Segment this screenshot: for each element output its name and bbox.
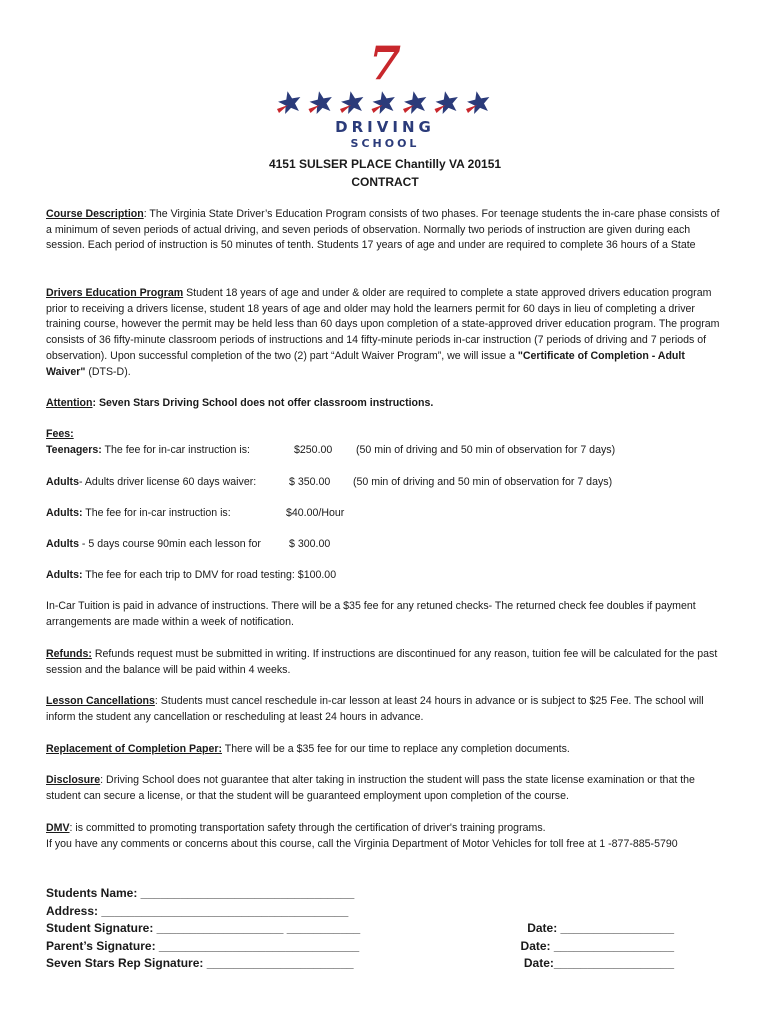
fee-price: $ 350.00 [289,476,331,488]
replacement-section [46,742,726,758]
fee-desc: Teenagers: The fee for in-car instruction is: [46,444,250,456]
disclosure-text: : Driving School does not guarantee that alter taking in instruction the student will pass the state license examination or that the student can secure a license, or that the student will be guaranteed employment upon completion of the course. [46,774,695,802]
rep-signature-field[interactable]: Seven Stars Rep Signature: ______________________ [46,956,354,970]
drivers-education-program [46,286,726,380]
replacement-label: Replacement of Completion Paper: [46,743,223,755]
dmv-text: : is committed to promoting transportation safety through the certification of driver's training programs. [69,822,546,834]
refunds-text: Refunds request must be submitted in writing. If instructions are discontinued for any reason, tuition fee will be calculated for the past session and the balance will be paid within 4 weeks. [46,648,718,676]
student-date-field[interactable]: Date: _________________ [527,921,674,935]
fee-row-adults-course [46,537,726,553]
drivers-education-text: Student 18 years of age and under & older are required to complete a state approved drivers education program prior to receiving a drivers license, student 18 years of age and older may hold the learners permit for 60 days in lieu of completing a driver training course, however the permit may be held less than 60 days upon completion of a state-approved driver education program. The program consists of 36 fifty-minute classroom periods of instructions and 14 fifty-minute periods in-car instruction (7 periods of driving and 7 periods of observation). Upon successful completion of the two (2) part “Adult Waiver Program”, we will issue a [46,287,720,362]
logo-number: 7 [368,36,401,90]
signature-fields [46,885,360,973]
disclosure-label: Disclosure [46,774,101,786]
fee-price: $40.00/Hour [286,507,345,519]
fee-row-dmv-test [46,568,726,584]
logo-stars [274,88,496,116]
fee-row-adults-waiver [46,475,726,491]
fee-desc: Adults - 5 days course 90min each lesson for [46,538,261,550]
certificate-suffix: (DTS-D). [85,365,131,378]
fees-label: Fees: [46,428,74,440]
school-logo [270,36,500,160]
refunds-label: Refunds: [46,648,92,660]
document-title: CONTRACT [351,175,419,189]
dmv-label: DMV [46,822,70,834]
student-signature-field[interactable]: Student Signature: ___________________ ___________ [46,921,361,935]
date-fields [521,920,674,973]
refunds-section [46,647,726,678]
address-field[interactable]: Address: _____________________________________ [46,903,349,918]
logo-school-text: SCHOOL [350,137,420,150]
course-description-label: Course Description [46,208,144,220]
certificate-name: "Certificate of Completion - Adult Waiver" [46,349,685,378]
fee-price: $250.00 [294,444,333,456]
fees-heading [46,427,726,443]
fee-price: $ 300.00 [289,538,331,550]
dmv-section [46,821,726,852]
fee-row-teenagers [46,443,726,459]
course-description-text: : The Virginia State Driver’s Education Program consists of two phases. For teenage students the in-care phase consists of a minimum of seven periods of actual driving, and seven periods of observation. Normally two periods of instruction are given during each session. Each period of instruction is 50 minutes of tenth. Students 17 years of age and under are required to complete 36 hours of a State [46,208,720,252]
parent-signature-field[interactable]: Parent’s Signature: ______________________________ [46,938,360,953]
fee-note: (50 min of driving and 50 min of observation for 7 days) [353,476,613,488]
school-address: 4151 SULSER PLACE Chantilly VA 20151 [268,157,502,171]
course-description [46,207,726,254]
parent-date-field[interactable]: Date: __________________ [520,938,674,953]
student-name-field[interactable]: Students Name: ________________________________ [46,886,355,900]
fee-desc: Adults- Adults driver license 60 days waiver: [46,476,257,488]
dmv-contact-text: If you have any comments or concerns about this course, call the Virginia Department of Motor Vehicles for toll free at 1 -877-885-5790 [46,837,678,850]
fee-note: (50 min of driving and 50 min of observation for 7 days) [356,444,616,456]
tuition-note: In-Car Tuition is paid in advance of instructions. There will be a $35 fee for any retuned checks- The returned check fee doubles if payment arrangements are made within a week of notification. [46,600,696,628]
attention-note [46,396,726,412]
replacement-text: There will be a $35 fee for our time to replace any completion documents. [222,743,570,755]
fee-row-adults-hourly [46,506,726,522]
lesson-cancellations-text: : Students must cancel reschedule in-car lesson at least 24 hours in advance or is subject to $25 Fee. The school will inform the student any cancellation or rescheduling at least 24 hours in advance. [46,695,704,723]
attention-text: : Seven Stars Driving School does not offer classroom instructions. [92,397,434,409]
logo-driving-text: DRIVING [335,118,435,136]
attention-label: Attention [46,397,93,409]
fee-desc: Adults: The fee for each trip to DMV for road testing: $100.00 [46,569,337,581]
fee-desc: Adults: The fee for in-car instruction is: [46,507,231,519]
disclosure-section [46,773,726,804]
lesson-cancellations-section [46,694,726,725]
drivers-education-label: Drivers Education Program [46,287,184,299]
lesson-cancellations-label: Lesson Cancellations [46,695,155,707]
rep-date-field[interactable]: Date:__________________ [523,956,674,970]
